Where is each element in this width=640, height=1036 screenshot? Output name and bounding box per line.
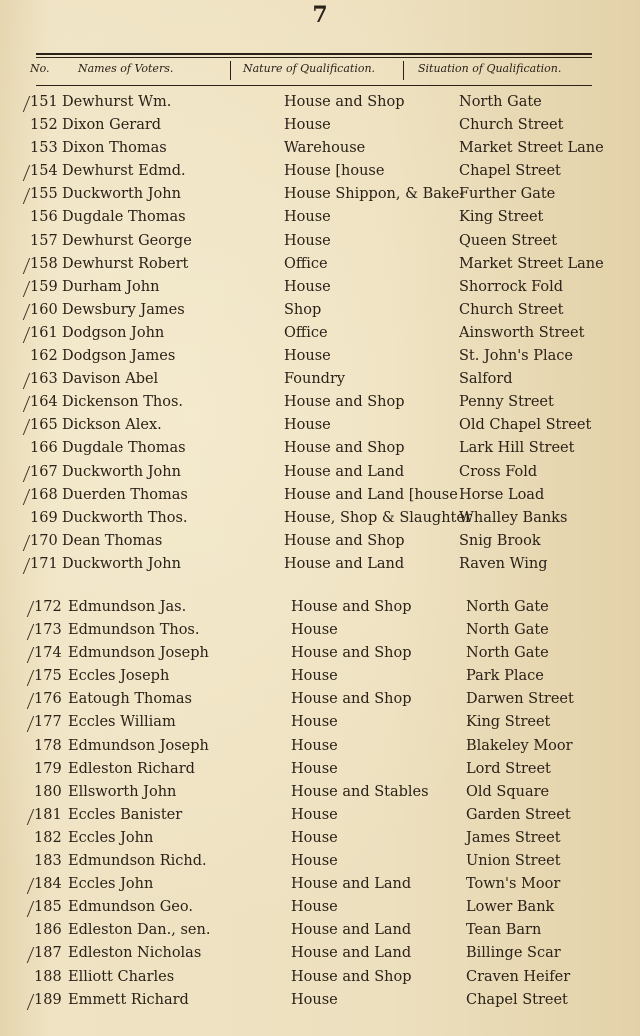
qualification-nature: House and Shop — [291, 645, 412, 662]
qualification-nature: House — [284, 348, 331, 365]
qualification-situation: Park Place — [466, 668, 544, 685]
voter-number: 181 — [34, 806, 62, 823]
qualification-nature: House and Land — [291, 945, 412, 962]
table-row — [0, 920, 640, 943]
qualification-situation: Lord Street — [466, 760, 551, 777]
page-number: 7 — [312, 2, 328, 28]
table-row — [0, 115, 640, 138]
table-row — [0, 736, 640, 759]
qualification-situation: Lark Hill Street — [459, 440, 575, 457]
qualification-situation: Union Street — [466, 853, 561, 870]
voter-number: 175 — [34, 668, 62, 685]
voter-name: Ellsworth John — [68, 783, 177, 800]
voter-number: 155 — [30, 186, 58, 203]
table-row — [0, 643, 640, 666]
table-row — [0, 782, 640, 805]
table-row — [0, 277, 640, 300]
voter-name: Dugdale Thomas — [62, 209, 186, 226]
voter-name: Edmundson Richd. — [68, 853, 207, 870]
table-header — [0, 62, 640, 80]
voter-name: Dewhurst Edmd. — [62, 163, 186, 180]
voter-number: 183 — [34, 853, 62, 870]
voter-name: Eatough Thomas — [68, 691, 192, 708]
header-no: No. — [30, 62, 50, 75]
qualification-nature: House — [284, 232, 331, 249]
voter-number: 170 — [30, 532, 58, 549]
qualification-nature: Foundry — [284, 371, 346, 388]
qualification-nature: House and Shop — [284, 440, 405, 457]
table-row — [0, 300, 640, 323]
table-row — [0, 531, 640, 554]
qualification-situation: Old Square — [466, 783, 550, 800]
voter-number: 178 — [34, 737, 62, 754]
qualification-nature: House and Shop — [291, 599, 412, 615]
qualification-situation: Lower Bank — [466, 899, 555, 916]
qualification-nature: Shop — [284, 301, 322, 318]
qualification-nature: Office — [284, 324, 328, 341]
qualification-situation: James Street — [466, 829, 561, 846]
qualification-nature: House — [291, 899, 338, 916]
voter-name: Eccles Banister — [68, 806, 183, 823]
qualification-nature: House and Land — [284, 463, 405, 480]
voter-name: Edmundson Joseph — [68, 645, 209, 662]
qualification-situation: Tean Barn — [466, 922, 542, 939]
voter-number: 169 — [30, 509, 58, 526]
table-row — [0, 874, 640, 897]
table-row — [0, 805, 640, 828]
table-row — [0, 712, 640, 735]
header-divider — [403, 61, 404, 80]
table-row — [0, 138, 640, 161]
voter-name: Emmett Richard — [68, 991, 189, 1008]
table-row — [0, 554, 640, 577]
qualification-situation: Queen Street — [459, 232, 558, 249]
qualification-nature: House and Land [house — [284, 486, 458, 503]
qualification-nature: House [house — [284, 163, 385, 180]
table-row — [0, 462, 640, 485]
qualification-nature: House and Shop — [284, 394, 405, 411]
qualification-nature: House — [291, 760, 338, 777]
table-row — [0, 689, 640, 712]
qualification-nature: House and Shop — [291, 968, 412, 985]
voter-number: 158 — [30, 255, 58, 272]
qualification-nature: House and Shop — [284, 532, 405, 549]
voter-name: Dean Thomas — [62, 532, 163, 549]
table-row — [0, 415, 640, 438]
voter-name: Davison Abel — [62, 371, 159, 388]
voter-name: Dewhurst George — [62, 232, 192, 249]
qualification-situation: King Street — [466, 714, 551, 731]
voter-list-d — [0, 92, 640, 577]
voter-number: 153 — [30, 140, 58, 157]
table-row — [0, 990, 640, 1013]
table-row — [0, 828, 640, 851]
qualification-nature: House and Shop — [291, 691, 412, 708]
voter-name: Edmundson Geo. — [68, 899, 193, 916]
voter-number: 152 — [30, 117, 58, 134]
table-row — [0, 323, 640, 346]
voter-name: Dugdale Thomas — [62, 440, 186, 457]
voter-name: Eccles John — [68, 829, 154, 846]
voter-name: Edmundson Jas. — [68, 599, 187, 615]
table-row — [0, 161, 640, 184]
table-row — [0, 897, 640, 920]
qualification-nature: House — [291, 714, 338, 731]
voter-number: 162 — [30, 348, 58, 365]
qualification-nature: House — [291, 991, 338, 1008]
voter-number: 163 — [30, 371, 58, 388]
voter-number: 156 — [30, 209, 58, 226]
voter-number: 157 — [30, 232, 58, 249]
qualification-situation: Horse Load — [459, 486, 545, 503]
voter-number: 161 — [30, 324, 58, 341]
qualification-situation: Billinge Scar — [466, 945, 561, 962]
voter-number: 172 — [34, 599, 62, 615]
qualification-nature: House — [291, 622, 338, 639]
voter-number: 176 — [34, 691, 62, 708]
qualification-situation: St. John's Place — [459, 348, 573, 365]
header-divider — [230, 61, 231, 80]
voter-name: Eccles William — [68, 714, 176, 731]
qualification-nature: House, Shop & Slaughter — [284, 509, 472, 526]
voter-name: Edleston Dan., sen. — [68, 922, 211, 939]
qualification-nature: Office — [284, 255, 328, 272]
qualification-situation: Market Street Lane — [459, 140, 604, 157]
qualification-situation: Further Gate — [459, 186, 556, 203]
voter-number: 188 — [34, 968, 62, 985]
table-row — [0, 666, 640, 689]
header-rule-top-thin — [36, 57, 592, 58]
qualification-situation: North Gate — [466, 599, 549, 615]
voter-number: 165 — [30, 417, 58, 434]
voter-name: Dickenson Thos. — [62, 394, 183, 411]
voter-name: Elliott Charles — [68, 968, 175, 985]
qualification-nature: House and Land — [284, 555, 405, 572]
voter-list-e — [0, 597, 640, 1013]
table-row — [0, 620, 640, 643]
table-row — [0, 597, 640, 620]
qualification-nature: House Shippon, & Bake- — [284, 186, 465, 203]
qualification-situation: Blakeley Moor — [466, 737, 573, 754]
voter-number: 189 — [34, 991, 62, 1008]
qualification-situation: Old Chapel Street — [459, 417, 592, 434]
qualification-nature: House — [291, 737, 338, 754]
qualification-nature: House — [291, 806, 338, 823]
qualification-nature: House — [284, 209, 331, 226]
qualification-nature: House and Land — [291, 876, 412, 893]
table-row — [0, 438, 640, 461]
voter-name: Dewsbury James — [62, 301, 185, 318]
table-row — [0, 485, 640, 508]
voter-number: 151 — [30, 94, 58, 110]
qualification-situation: Whalley Banks — [459, 509, 568, 526]
table-row — [0, 759, 640, 782]
voter-name: Dickson Alex. — [62, 417, 162, 434]
voter-name: Edmundson Thos. — [68, 622, 200, 639]
qualification-nature: House and Land — [291, 922, 412, 939]
voter-number: 154 — [30, 163, 58, 180]
table-row — [0, 967, 640, 990]
voter-name: Edleston Richard — [68, 760, 195, 777]
header-situation: Situation of Qualification. — [418, 62, 562, 75]
voter-name: Duerden Thomas — [62, 486, 188, 503]
qualification-situation: Craven Heifer — [466, 968, 571, 985]
voter-number: 186 — [34, 922, 62, 939]
voter-number: 164 — [30, 394, 58, 411]
qualification-nature: House — [291, 829, 338, 846]
table-row — [0, 231, 640, 254]
voter-number: 182 — [34, 829, 62, 846]
voter-name: Edmundson Joseph — [68, 737, 209, 754]
qualification-situation: North Gate — [466, 622, 549, 639]
voter-number: 185 — [34, 899, 62, 916]
table-row — [0, 392, 640, 415]
qualification-nature: House — [291, 853, 338, 870]
voter-name: Eccles Joseph — [68, 668, 170, 685]
qualification-nature: Warehouse — [284, 140, 366, 157]
voter-name: Edleston Nicholas — [68, 945, 202, 962]
voter-number: 160 — [30, 301, 58, 318]
qualification-situation: Market Street Lane — [459, 255, 604, 272]
voter-number: 168 — [30, 486, 58, 503]
qualification-situation: Raven Wing — [459, 555, 548, 572]
voter-number: 167 — [30, 463, 58, 480]
voter-name: Durham John — [62, 278, 160, 295]
qualification-situation: Salford — [459, 371, 513, 388]
voter-name: Dodgson James — [62, 348, 176, 365]
qualification-situation: Darwen Street — [466, 691, 574, 708]
voter-name: Duckworth John — [62, 186, 181, 203]
table-row — [0, 92, 640, 115]
table-row — [0, 184, 640, 207]
voter-number: 177 — [34, 714, 62, 731]
table-row — [0, 254, 640, 277]
qualification-situation: Town's Moor — [466, 876, 561, 893]
qualification-situation: King Street — [459, 209, 544, 226]
qualification-situation: Chapel Street — [459, 163, 561, 180]
voter-number: 179 — [34, 760, 62, 777]
voter-number: 174 — [34, 645, 62, 662]
qualification-situation: Garden Street — [466, 806, 571, 823]
qualification-situation: Shorrock Fold — [459, 278, 564, 295]
qualification-nature: House — [291, 668, 338, 685]
qualification-nature: House and Shop — [284, 94, 405, 110]
qualification-situation: North Gate — [459, 94, 542, 110]
qualification-nature: House — [284, 417, 331, 434]
qualification-nature: House — [284, 117, 331, 134]
voter-name: Duckworth John — [62, 555, 181, 572]
qualification-situation: Chapel Street — [466, 991, 568, 1008]
qualification-situation: North Gate — [466, 645, 549, 662]
voter-name: Duckworth John — [62, 463, 181, 480]
voter-number: 187 — [34, 945, 62, 962]
voter-name: Eccles John — [68, 876, 154, 893]
table-row — [0, 207, 640, 230]
voter-name: Dewhurst Robert — [62, 255, 189, 272]
voter-name: Duckworth Thos. — [62, 509, 188, 526]
voter-number: 184 — [34, 876, 62, 893]
header-nature: Nature of Qualification. — [243, 62, 376, 75]
table-row — [0, 508, 640, 531]
table-row — [0, 346, 640, 369]
voter-number: 171 — [30, 555, 58, 572]
voter-name: Dewhurst Wm. — [62, 94, 172, 110]
qualification-nature: House — [284, 278, 331, 295]
qualification-nature: House and Stables — [291, 783, 429, 800]
header-rule-top — [36, 53, 592, 55]
voter-name: Dixon Gerard — [62, 117, 162, 134]
voter-number: 166 — [30, 440, 58, 457]
qualification-situation: Church Street — [459, 301, 564, 318]
qualification-situation: Church Street — [459, 117, 564, 134]
qualification-situation: Ainsworth Street — [459, 324, 585, 341]
header-rule-bottom — [36, 85, 592, 86]
voter-number: 173 — [34, 622, 62, 639]
voter-number: 159 — [30, 278, 58, 295]
table-row — [0, 369, 640, 392]
qualification-situation: Snig Brook — [459, 532, 541, 549]
voter-number: 180 — [34, 783, 62, 800]
table-row — [0, 943, 640, 966]
qualification-situation: Penny Street — [459, 394, 554, 411]
qualification-situation: Cross Fold — [459, 463, 538, 480]
header-names: Names of Voters. — [78, 62, 174, 75]
voter-name: Dodgson John — [62, 324, 165, 341]
table-row — [0, 851, 640, 874]
voter-name: Dixon Thomas — [62, 140, 167, 157]
